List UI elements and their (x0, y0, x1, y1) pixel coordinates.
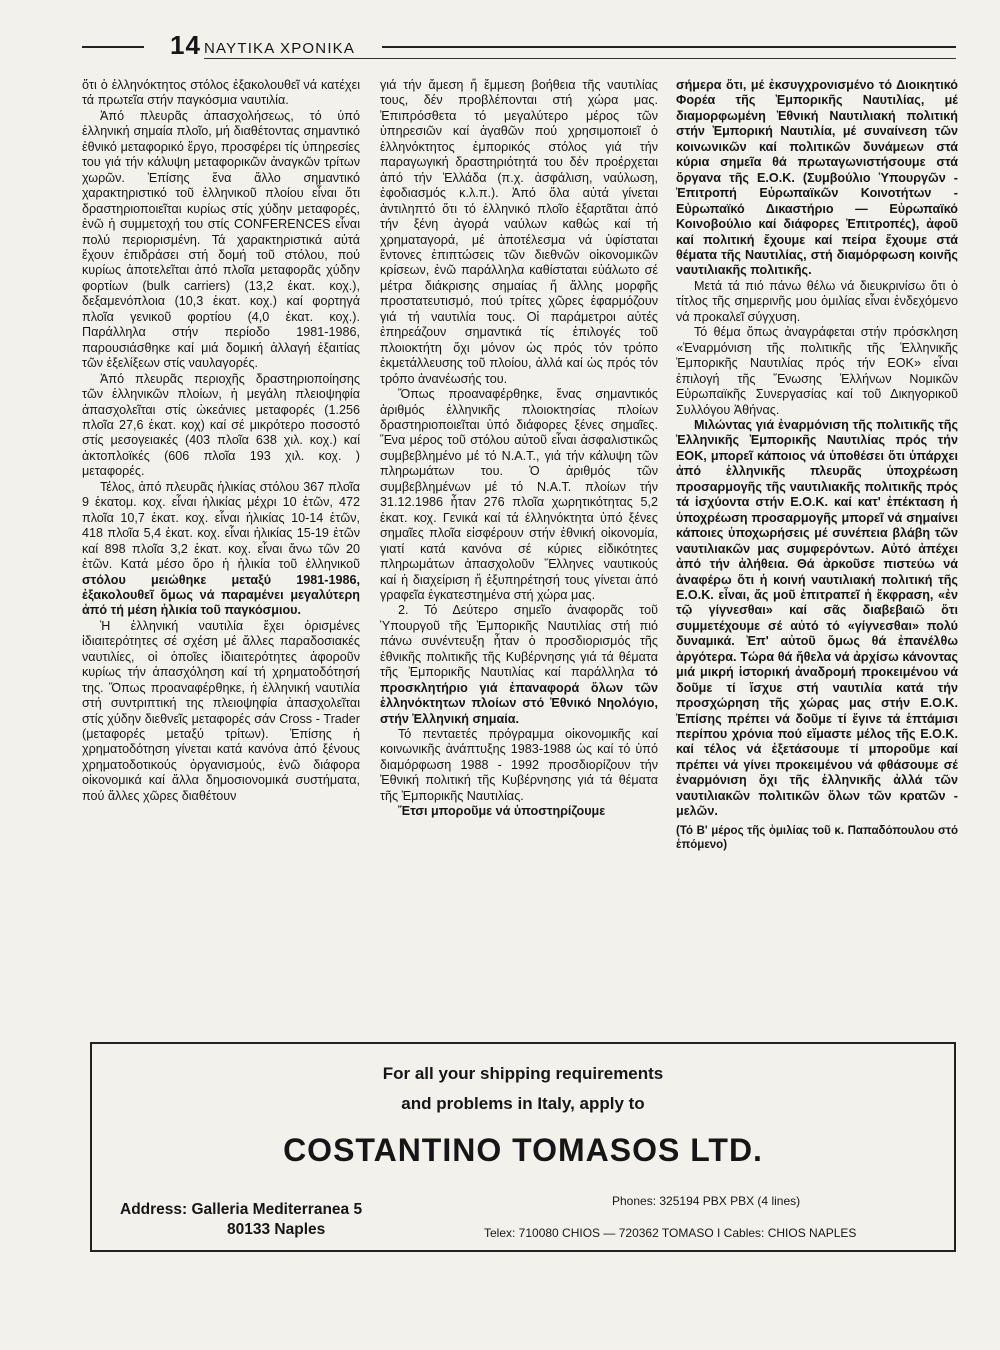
advertisement-box (90, 1042, 956, 1252)
article-column-2 (380, 78, 658, 820)
header-rule-right (382, 46, 956, 48)
bold-phrase: στόλου μειώθηκε μεταξύ 1981-1986, ἐξακολουθεῖ ὅμως νά παραμένει μεγαλύτερη ἀπό τή μέση ἡλικία τοῦ παγκόσμιου. (82, 572, 360, 618)
ad-address-city: 80133 Naples (227, 1221, 326, 1238)
paragraph: ὅτι ὁ ἑλληνόκτητος στόλος ἐξακολουθεῖ νά κατέχει τά πρωτεῖα στήν παγκόσμια ναυτιλία. (82, 78, 360, 108)
publication-title: ΝΑΥΤΙΚΑ ΧΡΟΝΙΚΑ (204, 40, 356, 57)
article-column-3 (676, 78, 958, 852)
paragraph: Ἀπό πλευρᾶς περιοχῆς δραστηριοποίησης τῶν ἑλληνικῶν πλοίων, ἡ μεγάλη πλειοψηφία ἀπασχολεῖται στίς ὠκεάνιες μεταφορές (1.256 πλοῖα 27,6 ἑκατ. κοχ) καί σέ μικρότερο ποσοστό στίς μεσογειακές (403 πλοῖα 638 χιλ. κοχ.) καί ἀκτοπλοϊκές (606 πλοῖα 193 χιλ. κοχ. ) μεταφορές. (82, 371, 360, 479)
paragraph-text: 2. Τό Δεύτερο σημεῖο ἀναφορᾶς τοῦ Ὑπουργοῦ τῆς Ἐμπορικῆς Ναυτιλίας στή πιό πάνω συνέντευξη ἦταν ὁ προσδιορισμός τῆς ἐθνικῆς πολιτικῆς τῆς Κυβέρνησης γιά τά θέματα τῆς Ἐμπορικῆς Ναυτιλίας καί παράλληλα (380, 603, 658, 680)
header-rule-bottom (204, 58, 956, 59)
paragraph: Ἡ ἑλληνική ναυτιλία ἔχει ὁρισμένες ἰδιαιτερότητες σέ σχέση μέ ἄλλες παραδοσιακές ναυτιλίες, οἱ ὁποῖες ἰδιαιτερότητες ἀφοροῦν κυρίως τήν ἀπασχόληση καί τή χρηματοδότησή της. Ὅπως προαναφέρθηκε, ἡ ἑλληνική ναυτιλία στή συντριπτική της πλειοψηφία ἀπασχολεῖται στίς χύδην διεθνεῖς μεταφορές σάν Cross - Trader (μεταφορές μεταξύ τρίτων). Ἐπίσης ἡ χρηματοδότηση γίνεται κατά κανόνα ἀπό ξένους χρηματοδοτικούς ὀργανισμούς, ἐνῶ διάφορα οἰκονομικά καί ἄλλα δημοσιονομικά συστήματα, πού ἄλλες χῶρες διαθέτουν (82, 618, 360, 803)
page-header (82, 30, 956, 64)
paragraph: Τό θέμα ὅπως ἀναγράφεται στήν πρόσκληση «Ἐναρμόνιση τῆς πολιτικῆς τῆς Ἑλληνικῆς Ἐμπορικῆς Ναυτιλίας πρός τήν ΕΟΚ» εἶναι ἐπιλογή τῆς Ἕνωσης Ἑλλήνων Νομικῶν Εὐρωπαϊκῆς Συνεργασίας καί τοῦ Δικηγορικοῦ Συλλόγου Ἀθήνας. (676, 325, 958, 417)
ad-phones: Phones: 325194 PBX PBX (4 lines) (612, 1194, 801, 1208)
paragraph: Ὅπως προαναφέρθηκε, ἕνας σημαντικός ἀριθμός ἑλληνικῆς πλοιοκτησίας πλοίων δραστηριοποιεῖται ὑπό διάφορες ξένες σημαῖες. Ἕνα μέρος τοῦ στόλου αὐτοῦ εἶναι ἀσφαλιστικῶς συμβεβλημένο μέ τό Ν.Α.Τ., γιά τήν κάλυψη τῶν πληρωμάτων του. Ὁ ἀριθμός τῶν συμβεβλημένων μέ τό Ν.Α.Τ. πλοίων τήν 31.12.1986 ἦταν 276 πλοῖα χωρητικότητας 5,2 ἑκατ. κοχ. Γενικά καί τά ἑλληνόκτητα ὑπό ξένες σημαῖες πλοῖα εἰσφέρουν στήν ἐθνική οἰκονομία, γιατί κατά κανόνα σέ κύριες εἰδικότητες πληρωμάτων ἀπασχολοῦν Ἕλληνες ναυτικούς καί ἡ διαχείριση ἤ ἐξυπηρέτησή τους γίνεται ἀπό γραφεῖα ἐγκατεστημένα στή χώρα μας. (380, 387, 658, 602)
bold-phrase: Ἔτσι μποροῦμε νά ὑποστηρίζουμε (398, 804, 606, 819)
ad-address (120, 1200, 362, 1240)
bold-phrase: Μιλώντας γιά ἐναρμόνιση τῆς πολιτικῆς τῆς Ἑλληνικῆς Ἐμπορικῆς Ναυτιλίας πρός τήν ΕΟΚ, μπορεῖ κάποιος νά ὑποθέσει ὅτι ὑπάρχει ἀπό ἑλληνικῆς πλευρᾶς ὑποχρέωση προσαρμογῆς τῆς ναυτιλιακῆς πολιτικῆς πρός τά ἰσχύοντα στήν Ε.Ο.Κ. καί κατ' ἐπέκταση ἡ ὑποχρέωση προσαρμογῆς μπορεῖ νά σημαίνει κάποιες ὑποχωρήσεις μέ συνέπεια βλάβη τῶν ναυτιλιακῶν μας συμφερόντων. Αὐτό ἀπέχει ἀπό τήν ἀλήθεια. Θά ἀρκοῦσε πιστεύω νά ἀναφέρω ὅτι ἡ κοινή ναυτιλιακή πολιτική τῆς Ε.Ο.Κ. εἶναι, ἄς μοῦ ἐπιτραπεῖ ἡ ἔκφραση, «ἐν τῷ γίγνεσθαι» καί σᾶς διαβεβαιῶ ὅτι συμμετέχουμε σέ αὐτό τό «γίγνεσθαι» πολύ δυναμικά. Ἐπ' αὐτοῦ ὅμως θά ἐπανέλθω ἀργότερα. Τώρα θά ἤθελα νά ἀρχίσω κάνοντας μιά μικρή ἱστορική ἀναδρομή προκειμένου νά δοῦμε τί ἴσχυε στή ναυτιλία κατά τήν προσχώρηση τῆς χώρας μας στήν Ε.Ο.Κ. Ἐπίσης πρέπει νά δοῦμε τί ἔγινε τά ἑπτάμισι περίπου χρόνια πού εἴμαστε μέλος τῆς Ε.Ο.Κ. καί τέλος νά ἐξετάσουμε τί μποροῦμε καί πρέπει νά γίνει προκειμένου νά φθάσουμε σέ ἐναρμόνιση ὄχι τῆς ἑλληνικῆς ἀλλά τῶν ναυτιλιακῶν πολιτικῶν ὅλων τῶν κρατῶν - μελῶν. (676, 417, 958, 819)
paragraph-text: Τέλος, ἀπό πλευρᾶς ἡλικίας στόλου 367 πλοῖα 9 ἑκατομ. κοχ. εἶναι ἡλικίας μέχρι 10 ἐτῶν, 472 πλοῖα 10,7 ἑκατ. κοχ. εἶναι ἡλικίας 10-14 ἐτῶν, 418 πλοῖα 5,4 ἑκατ. κοχ. εἶναι ἡλικίας 15-19 ἐτῶν καί 898 πλοῖα 3,2 ἑκατ. κοχ. εἶναι ἄνω τῶν 20 ἐτῶν. (82, 479, 360, 572)
ad-address-street: Address: Galleria Mediterranea 5 (120, 1201, 363, 1218)
paragraph (380, 804, 658, 819)
ad-telex-cables: Telex: 710080 CHIOS — 720362 TOMASO I Cables: CHIOS NAPLES (484, 1226, 857, 1240)
header-rule-left (82, 46, 144, 48)
bold-phrase: τό προσκλητήριο γιά ἐπαναφορά ὅλων τῶν ἑλληνόκτητων πλοίων στό Ἐθνικό Νηολόγιο, στήν Ἑλληνική σημαία. (380, 665, 659, 726)
article-column-1 (82, 78, 360, 804)
paragraph: γιά τήν ἄμεση ἤ ἔμμεση βοήθεια τῆς ναυτιλίας τους, δέν προβλέπονται στή χώρα μας. Ἐπιπρόσθετα τό μεγαλύτερο μέρος τῶν ὑπηρεσιῶν καί ἀγαθῶν πού χρησιμοποιεῖ ὁ ἑλληνόκτητος ἐμπορικός στόλος γιά τήν παραγωγική δραστηριότητά του δέν προέρχεται ἀπό τήν Ἑλλάδα (π.χ. ἀσφάλιση, ναύλωση, ἐφοδιασμός κ.λ.π.). Ἀπό ὅλα αὐτά γίνεται ἀντιληπτό ὅτι τό ἑλληνικό πλοῖο ἐξαρτᾶται ἀπό τήν ξένη ἀγορά ναύλων καθώς καί τή χρηματαγορά, μέ ἀποτέλεσμα νά ὑφίσταται ἔντονες ἐπιπτώσεις τῶν διεθνῶν οἰκονομικῶν κρίσεων, ἐνῶ παράλληλα καθίσταται εὐάλωτο σέ μέτρα διάκρισης σημαίας ἤ ἄλλης μορφῆς προστατευτισμό, πού τρίτες χῶρες ἐφαρμόζουν γιά τή ναυτιλία τους. Οἱ παράμετροι αὐτές ἐπηρεάζουν σημαντικά τίς ἐπιλογές τοῦ πλοιοκτήτη ὄχι μόνον ὡς πρός τόν τρόπο ἐκμετάλλευσης τοῦ πλοίου, ἀλλά καί ὡς πρός τόν τρόπο ἀνανέωσής του. (380, 78, 658, 386)
paragraph: Ἀπό πλευρᾶς ἀπασχολήσεως, τό ὑπό ἑλληνική σημαία πλοῖο, μή διαθέτοντας σημαντικό ἐθνικό μεταφορικό ἔργο, προσφέρει τίς ὑπηρεσίες του γιά τήν κάλυψη μεταφορικῶν ἀναγκῶν τρίτων χωρῶν. Ἐπίσης ἕνα ἄλλο σημαντικό χαρακτηριστικό τοῦ ἑλληνικοῦ πλοίου εἶναι ὅτι δραστηριοποιεῖται κυρίως στίς χύδην μεταφορές, ἐνῶ ἡ συμμετοχή του στίς CONFERENCES εἶναι πολύ περιορισμένη. Τά χαρακτηριστικά αὐτά ἔχουν ἐπιδράσει στή δομή τοῦ στόλου, πού κυρίως ἀποτελεῖται ἀπό πλοῖα μεταφορᾶς χύδην φορτίων (bulk carriers) (13,2 ἑκατ. κοχ.), δεξαμενόπλοια (10,3 ἑκατ. κοχ.) καί φορτηγά πλοῖα γενικοῦ φορτίου (4,0 ἑκατ. κοχ.). Παράλληλα στήν περίοδο 1981-1986, παρουσιάσθηκε καί μιά δομική ἀλλαγή ἐξαιτίας τῶν ἐξελίξεων στίς ναυλαγορές. (82, 108, 360, 371)
bold-phrase: σήμερα ὅτι, μέ ἐκσυγχρονισμένο τό Διοικητικό Φορέα τῆς Ἐμπορικῆς Ναυτιλίας, μέ διαμορφωμένη Ἐθνική Ναυτιλιακή πολιτική στήν Ἐμπορική Ναυτιλία, μέ συναίνεση τῶν κοινωνικῶν καί πολιτικῶν δυνάμεων στά κύρια σημεῖα θά πρωταγωνιστήσουμε στά ὄργανα τῆς Ε.Ο.Κ. (Συμβούλιο Ὑπουργῶν - Ἐπιτροπή Εὐρωπαϊκῶν Κοινοτήτων - Εὐρωπαϊκό Δικαστήριο — Εὐρωπαϊκό Κοινοβούλιο καί διάφορες Ἐπιτροπές), ἀφοῦ καί πολιτική ἔχουμε καί πείρα ἔχουμε στά θέματα τῆς Ναυτιλίας, στή διαμόρφωση κοινῆς ναυτιλιακῆς πολιτικῆς. (676, 78, 958, 278)
paragraph: Τό πενταετές πρόγραμμα οἰκονομικῆς καί κοινωνικῆς ἀνάπτυξης 1983-1988 ὡς καί τό ὑπό διαμόρφωση 1988 - 1992 προσδιορίζουν τήν Ἐθνική πολιτική τῆς Κυβέρνησης γιά τά θέματα τῆς Ἐμπορικῆς Ναυτιλίας. (380, 727, 658, 803)
page-number: 14 (170, 30, 201, 60)
paragraph (676, 78, 958, 279)
paragraph (82, 480, 360, 619)
continuation-note: (Τό Β' μέρος τῆς ὁμιλίας τοῦ κ. Παπαδόπουλου στό ἑπόμενο) (676, 824, 958, 851)
ad-tagline-line-2: and problems in Italy, apply to (401, 1094, 645, 1113)
ad-company-name: COSTANTINO TOMASOS LTD. (283, 1132, 763, 1168)
paragraph (380, 603, 658, 727)
paragraph (676, 418, 958, 820)
paragraph: Μετά τά πιό πάνω θέλω νά διευκρινίσω ὅτι ὁ τίτλος τῆς σημερινῆς μου ὁμιλίας εἶναι ἐνδεχόμενο νά προκαλεῖ σύγχυση. (676, 278, 958, 324)
ad-tagline-line-1: For all your shipping requirements (382, 1064, 664, 1083)
paragraph-text: Κατά μέσο ὅρο ἡ ἡλικία τοῦ ἑλληνικοῦ (120, 557, 360, 572)
